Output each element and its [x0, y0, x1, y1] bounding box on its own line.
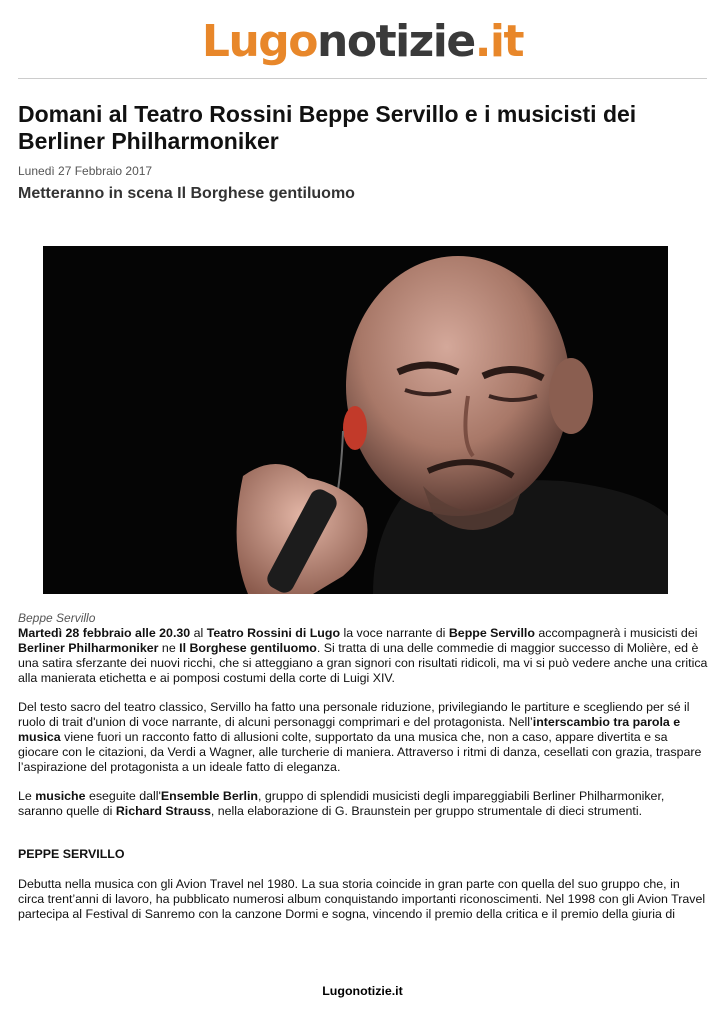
- text-run: Del testo sacro del teatro classico, Servillo ha fatto una personale riduzione, privilegiando le partiture e scegliendo per sé il ruolo di trait d'union di voce narrante, di alcuni personaggi comprimari e del protagonista. Nell’: [18, 700, 690, 729]
- footer-site-name[interactable]: Lugonotizie.it: [322, 984, 403, 998]
- article-title: Domani al Teatro Rossini Beppe Servillo e i musicisti dei Berliner Philharmoniker: [18, 101, 637, 154]
- text-run: viene fuori un racconto fatto di allusioni colte, supportato da una musica che, non a caso, appare divertita e sa giocare con le citazioni, da Verdi a Wagner, alle turcherie di maniera. Attraverso i ritmi di danza, cesellati con grazia, traspare l’aspirazione del protagonista a un ideale fatto di eleganza.: [18, 730, 702, 774]
- bold-text-run: musiche: [35, 789, 86, 803]
- paragraph-1: [18, 626, 708, 686]
- article-photo: [43, 246, 668, 594]
- bold-text-run: Ensemble Berlin: [160, 789, 258, 803]
- bold-text-run: Il Borghese gentiluomo: [179, 641, 317, 655]
- article-subtitle: Metteranno in scena Il Borghese gentiluomo: [18, 185, 355, 202]
- bold-text-run: Martedì 28 febbraio alle 20.30: [18, 626, 191, 640]
- masthead: [0, 14, 725, 70]
- article-body: [18, 626, 708, 936]
- bold-text-run: interscambio tra parola e musica: [18, 715, 681, 744]
- section-heading: PEPPE SERVILLO: [18, 847, 125, 861]
- text-run: eseguite dall': [85, 789, 161, 803]
- text-run: . Si tratta di una delle commedie di maggior successo di Molière, ed è una satira sferzante dei nuovi ricchi, che si atteggiano a gran signori con risultati ridicoli, ma vi si può vedere anche una critica alla manierata etichetta e ai pomposi costumi della corte di Luigi XIV.: [18, 641, 708, 685]
- text-run: ne: [158, 641, 180, 655]
- text-run: , gruppo di splendidi musicisti degli impareggiabili Berliner Philharmoniker, saranno quelle di: [18, 789, 665, 818]
- text-run: , nella elaborazione di G. Braunstein per gruppo strumentale di dieci strumenti.: [210, 804, 643, 818]
- bold-text-run: Teatro Rossini di Lugo: [206, 626, 341, 640]
- text-run: Le: [18, 789, 36, 803]
- text-run: accompagnerà i musicisti dei: [534, 626, 698, 640]
- bold-text-run: Berliner Philharmoniker: [18, 641, 159, 655]
- paragraph-4: [18, 877, 708, 922]
- header-divider: [18, 78, 707, 79]
- paragraph-3: [18, 789, 708, 819]
- article-date: Lunedì 27 Febbraio 2017: [18, 164, 153, 178]
- paragraph-2: [18, 700, 708, 775]
- logo-part-lugo: Lugo: [201, 16, 318, 67]
- text-run: al: [190, 626, 207, 640]
- site-logo[interactable]: [202, 14, 523, 70]
- bold-text-run: Richard Strauss: [115, 804, 211, 818]
- portrait-illustration: [43, 246, 668, 594]
- logo-part-notizie: notizie: [317, 16, 475, 67]
- logo-part-it: .it: [474, 16, 524, 67]
- bold-text-run: Beppe Servillo: [448, 626, 535, 640]
- photo-caption: Beppe Servillo: [18, 611, 96, 625]
- text-run: Debutta nella musica con gli Avion Travel nel 1980. La sua storia coincide in gran parte con quella del suo gruppo che, in circa trent’anni di lavoro, ha pubblicato numerosi album conquistando importanti riconoscimenti. Nel 1998 con gli Avion Travel partecipa al Festival di Sanremo con la canzone Dormi e sogna, vincendo il premio della critica e il premio della giuria di: [18, 877, 706, 921]
- text-run: la voce narrante di: [340, 626, 449, 640]
